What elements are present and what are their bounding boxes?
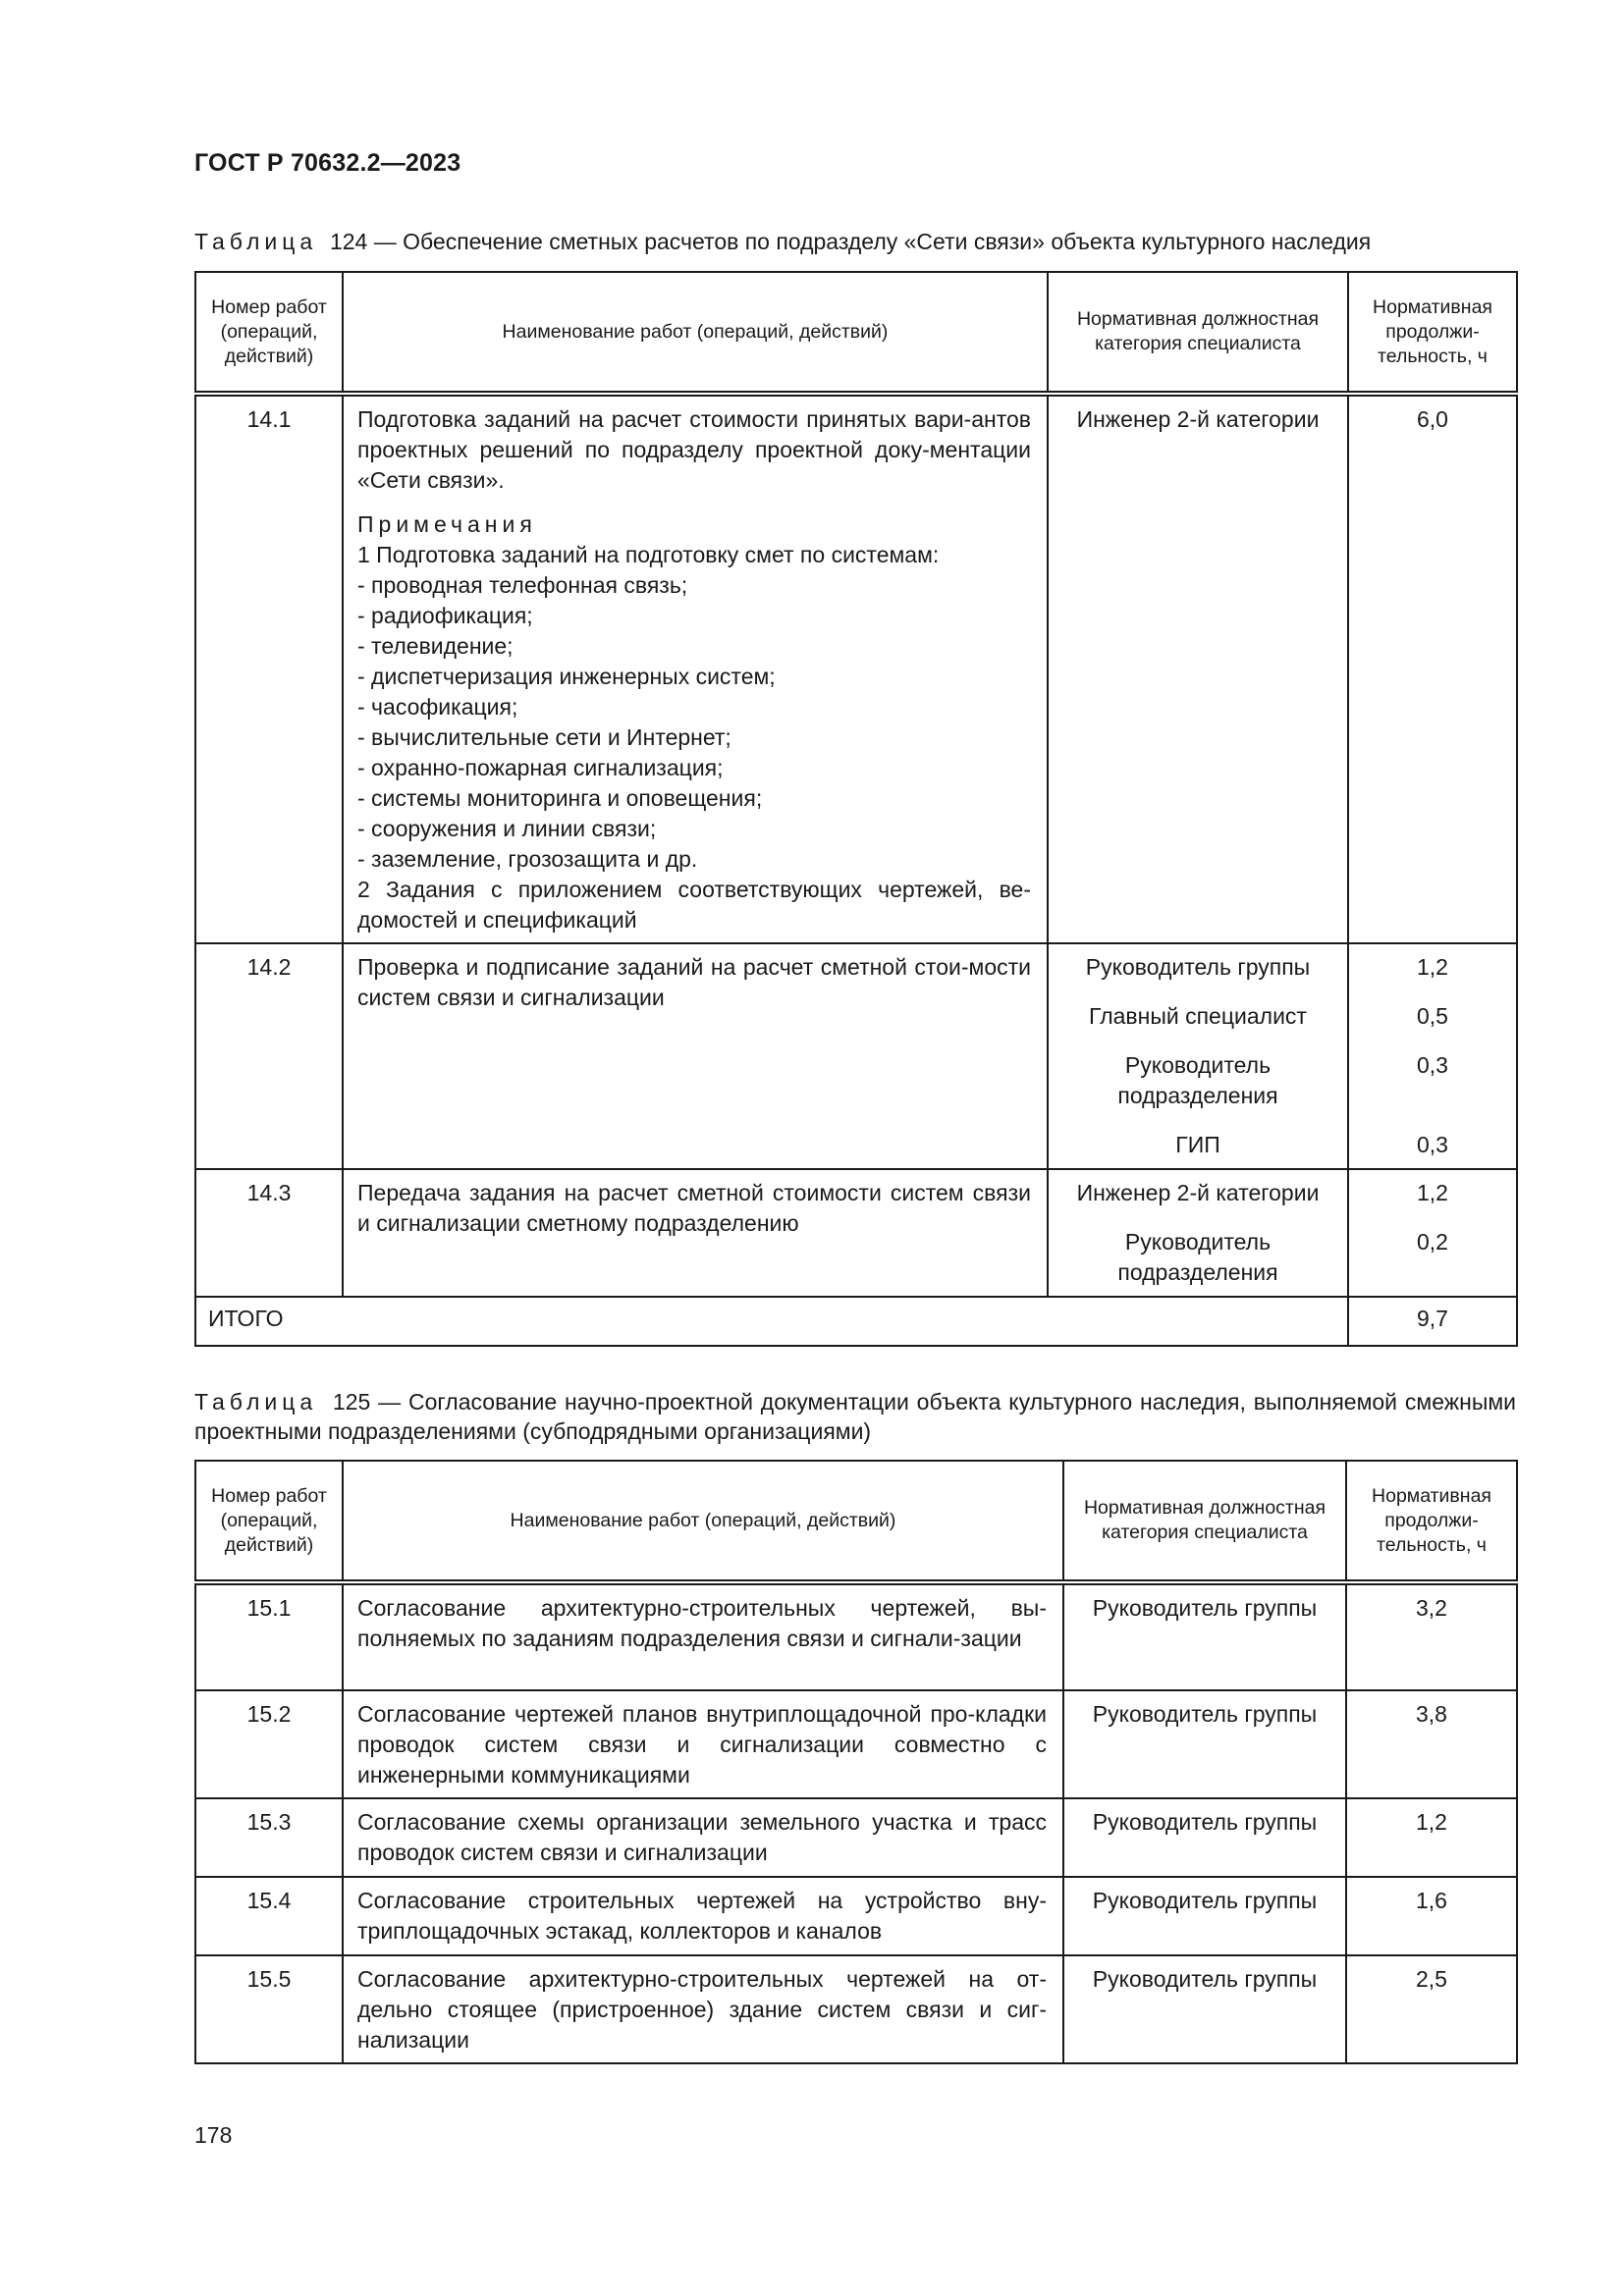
table-row bbox=[195, 1955, 1517, 2063]
row-duration: 3,2 bbox=[1346, 1582, 1517, 1690]
row-number: 15.5 bbox=[195, 1955, 343, 2063]
note-line: - охранно-пожарная сигнализация; bbox=[357, 755, 724, 780]
category-value: Главный специалист bbox=[1089, 1003, 1307, 1029]
row-category bbox=[1048, 1169, 1348, 1297]
category-value: Руководитель подразделения bbox=[1117, 1229, 1278, 1285]
row-category: Руководитель группы bbox=[1063, 1690, 1346, 1798]
total-label: ИТОГО bbox=[195, 1297, 1348, 1346]
row-number: 14.3 bbox=[195, 1169, 343, 1297]
table-word: Таблица bbox=[194, 1389, 318, 1415]
note-line: - диспетчеризация инженерных систем; bbox=[357, 664, 776, 689]
category-value: Руководитель подразделения bbox=[1117, 1052, 1278, 1108]
row-name bbox=[343, 394, 1048, 943]
column-header-name: Наименование работ (операций, действий) bbox=[343, 272, 1048, 394]
column-header-name: Наименование работ (операций, действий) bbox=[343, 1461, 1063, 1582]
row-duration: 3,8 bbox=[1346, 1690, 1517, 1798]
row-number: 15.1 bbox=[195, 1582, 343, 1690]
row-name-text: Подготовка заданий на расчет стоимости принятых вари-антов проектных решений по подразделу проектной доку-ментации «Сети связи». bbox=[357, 406, 1031, 493]
column-header-duration: Нормативная продолжи-тельность, ч bbox=[1348, 272, 1517, 394]
table-125-title: 125 — Согласование научно-проектной документации объекта культурного наследия, выполняемой смежными проектными подразделениями (субподрядными организациями) bbox=[194, 1389, 1517, 1444]
row-category bbox=[1048, 943, 1348, 1169]
row-duration: 1,6 bbox=[1346, 1877, 1517, 1955]
note-line: 2 Задания с приложением соответствующих чертежей, ве-домостей и спецификаций bbox=[357, 877, 1031, 933]
note-line: - радиофикация; bbox=[357, 603, 533, 628]
duration-value: 6,0 bbox=[1417, 406, 1448, 432]
duration-value: 0,3 bbox=[1417, 1052, 1448, 1078]
table-124-title: 124 — Обеспечение сметных расчетов по подразделу «Сети связи» объекта культурного наследия bbox=[329, 229, 1372, 254]
column-header-number: Номер работ (операций, действий) bbox=[195, 1461, 343, 1582]
row-number: 15.3 bbox=[195, 1798, 343, 1877]
row-category: Руководитель группы bbox=[1063, 1582, 1346, 1690]
table-word: Таблица bbox=[194, 229, 318, 254]
table-125 bbox=[194, 1460, 1518, 2064]
table-row bbox=[195, 1690, 1517, 1798]
row-name bbox=[343, 943, 1048, 1169]
row-name: Согласование архитектурно-строительных чертежей на от-дельно стоящее (пристроенное) здание систем связи и сиг-нализации bbox=[343, 1955, 1063, 2063]
duration-value: 0,3 bbox=[1417, 1132, 1448, 1157]
table-header-row bbox=[195, 272, 1517, 394]
row-duration bbox=[1348, 1169, 1517, 1297]
row-number: 15.4 bbox=[195, 1877, 343, 1955]
category-value: Руководитель группы bbox=[1085, 954, 1311, 980]
column-header-number: Номер работ (операций, действий) bbox=[195, 272, 343, 394]
duration-value: 1,2 bbox=[1417, 1180, 1448, 1205]
note-line: - заземление, грозозащита и др. bbox=[357, 846, 698, 872]
table-row bbox=[195, 394, 1517, 943]
table-row bbox=[195, 1169, 1517, 1297]
table-125-caption bbox=[194, 1387, 1516, 1446]
row-duration: 2,5 bbox=[1346, 1955, 1517, 2063]
page-number: 178 bbox=[194, 2122, 233, 2148]
row-category bbox=[1048, 394, 1348, 943]
row-category: Руководитель группы bbox=[1063, 1955, 1346, 2063]
category-value: ГИП bbox=[1175, 1132, 1220, 1157]
table-header-row bbox=[195, 1461, 1517, 1582]
duration-value: 0,2 bbox=[1417, 1229, 1448, 1255]
row-name: Согласование строительных чертежей на устройство вну-триплощадочных эстакад, коллекторов и каналов bbox=[343, 1877, 1063, 1955]
duration-value: 0,5 bbox=[1417, 1003, 1448, 1029]
table-row bbox=[195, 1582, 1517, 1690]
row-duration: 1,2 bbox=[1346, 1798, 1517, 1877]
note-line: - телевидение; bbox=[357, 633, 514, 659]
note-line: - сооружения и линии связи; bbox=[357, 816, 657, 841]
row-duration bbox=[1348, 943, 1517, 1169]
row-name-text: Проверка и подписание заданий на расчет сметной стои-мости систем связи и сигнализации bbox=[357, 954, 1031, 1010]
category-value: Инженер 2-й категории bbox=[1076, 406, 1320, 432]
row-category: Руководитель группы bbox=[1063, 1798, 1346, 1877]
document-header: ГОСТ Р 70632.2—2023 bbox=[194, 149, 461, 177]
row-name-text: Передача задания на расчет сметной стоимости систем связи и сигнализации сметному подразделению bbox=[357, 1180, 1031, 1236]
duration-value: 1,2 bbox=[1417, 954, 1448, 980]
table-124 bbox=[194, 271, 1518, 1347]
row-category: Руководитель группы bbox=[1063, 1877, 1346, 1955]
note-line: - проводная телефонная связь; bbox=[357, 572, 688, 598]
note-heading: Примечания bbox=[357, 511, 537, 537]
note-line: - вычислительные сети и Интернет; bbox=[357, 724, 731, 750]
total-value: 9,7 bbox=[1348, 1297, 1517, 1346]
row-number: 14.2 bbox=[195, 943, 343, 1169]
row-name bbox=[343, 1169, 1048, 1297]
table-row bbox=[195, 1877, 1517, 1955]
column-header-duration: Нормативная продолжи-тельность, ч bbox=[1346, 1461, 1517, 1582]
table-row bbox=[195, 943, 1517, 1169]
table-row bbox=[195, 1798, 1517, 1877]
row-duration bbox=[1348, 394, 1517, 943]
table-124-caption bbox=[194, 227, 1516, 256]
note-line: - часофикация; bbox=[357, 694, 518, 720]
row-name: Согласование чертежей планов внутриплощадочной про-кладки проводок систем связи и сигнализации совместно с инженерными коммуникациями bbox=[343, 1690, 1063, 1798]
note-line: 1 Подготовка заданий на подготовку смет по системам: bbox=[357, 542, 940, 567]
row-name: Согласование схемы организации земельного участка и трасс проводок систем связи и сигнализации bbox=[343, 1798, 1063, 1877]
column-header-category: Нормативная должностная категория специалиста bbox=[1063, 1461, 1346, 1582]
category-value: Инженер 2-й категории bbox=[1076, 1180, 1320, 1205]
row-number: 14.1 bbox=[195, 394, 343, 943]
row-number: 15.2 bbox=[195, 1690, 343, 1798]
row-name: Согласование архитектурно-строительных чертежей, вы-полняемых по заданиям подразделения связи и сигнали-зации bbox=[343, 1582, 1063, 1690]
column-header-category: Нормативная должностная категория специалиста bbox=[1048, 272, 1348, 394]
note-line: - системы мониторинга и оповещения; bbox=[357, 785, 763, 811]
total-row bbox=[195, 1297, 1517, 1346]
